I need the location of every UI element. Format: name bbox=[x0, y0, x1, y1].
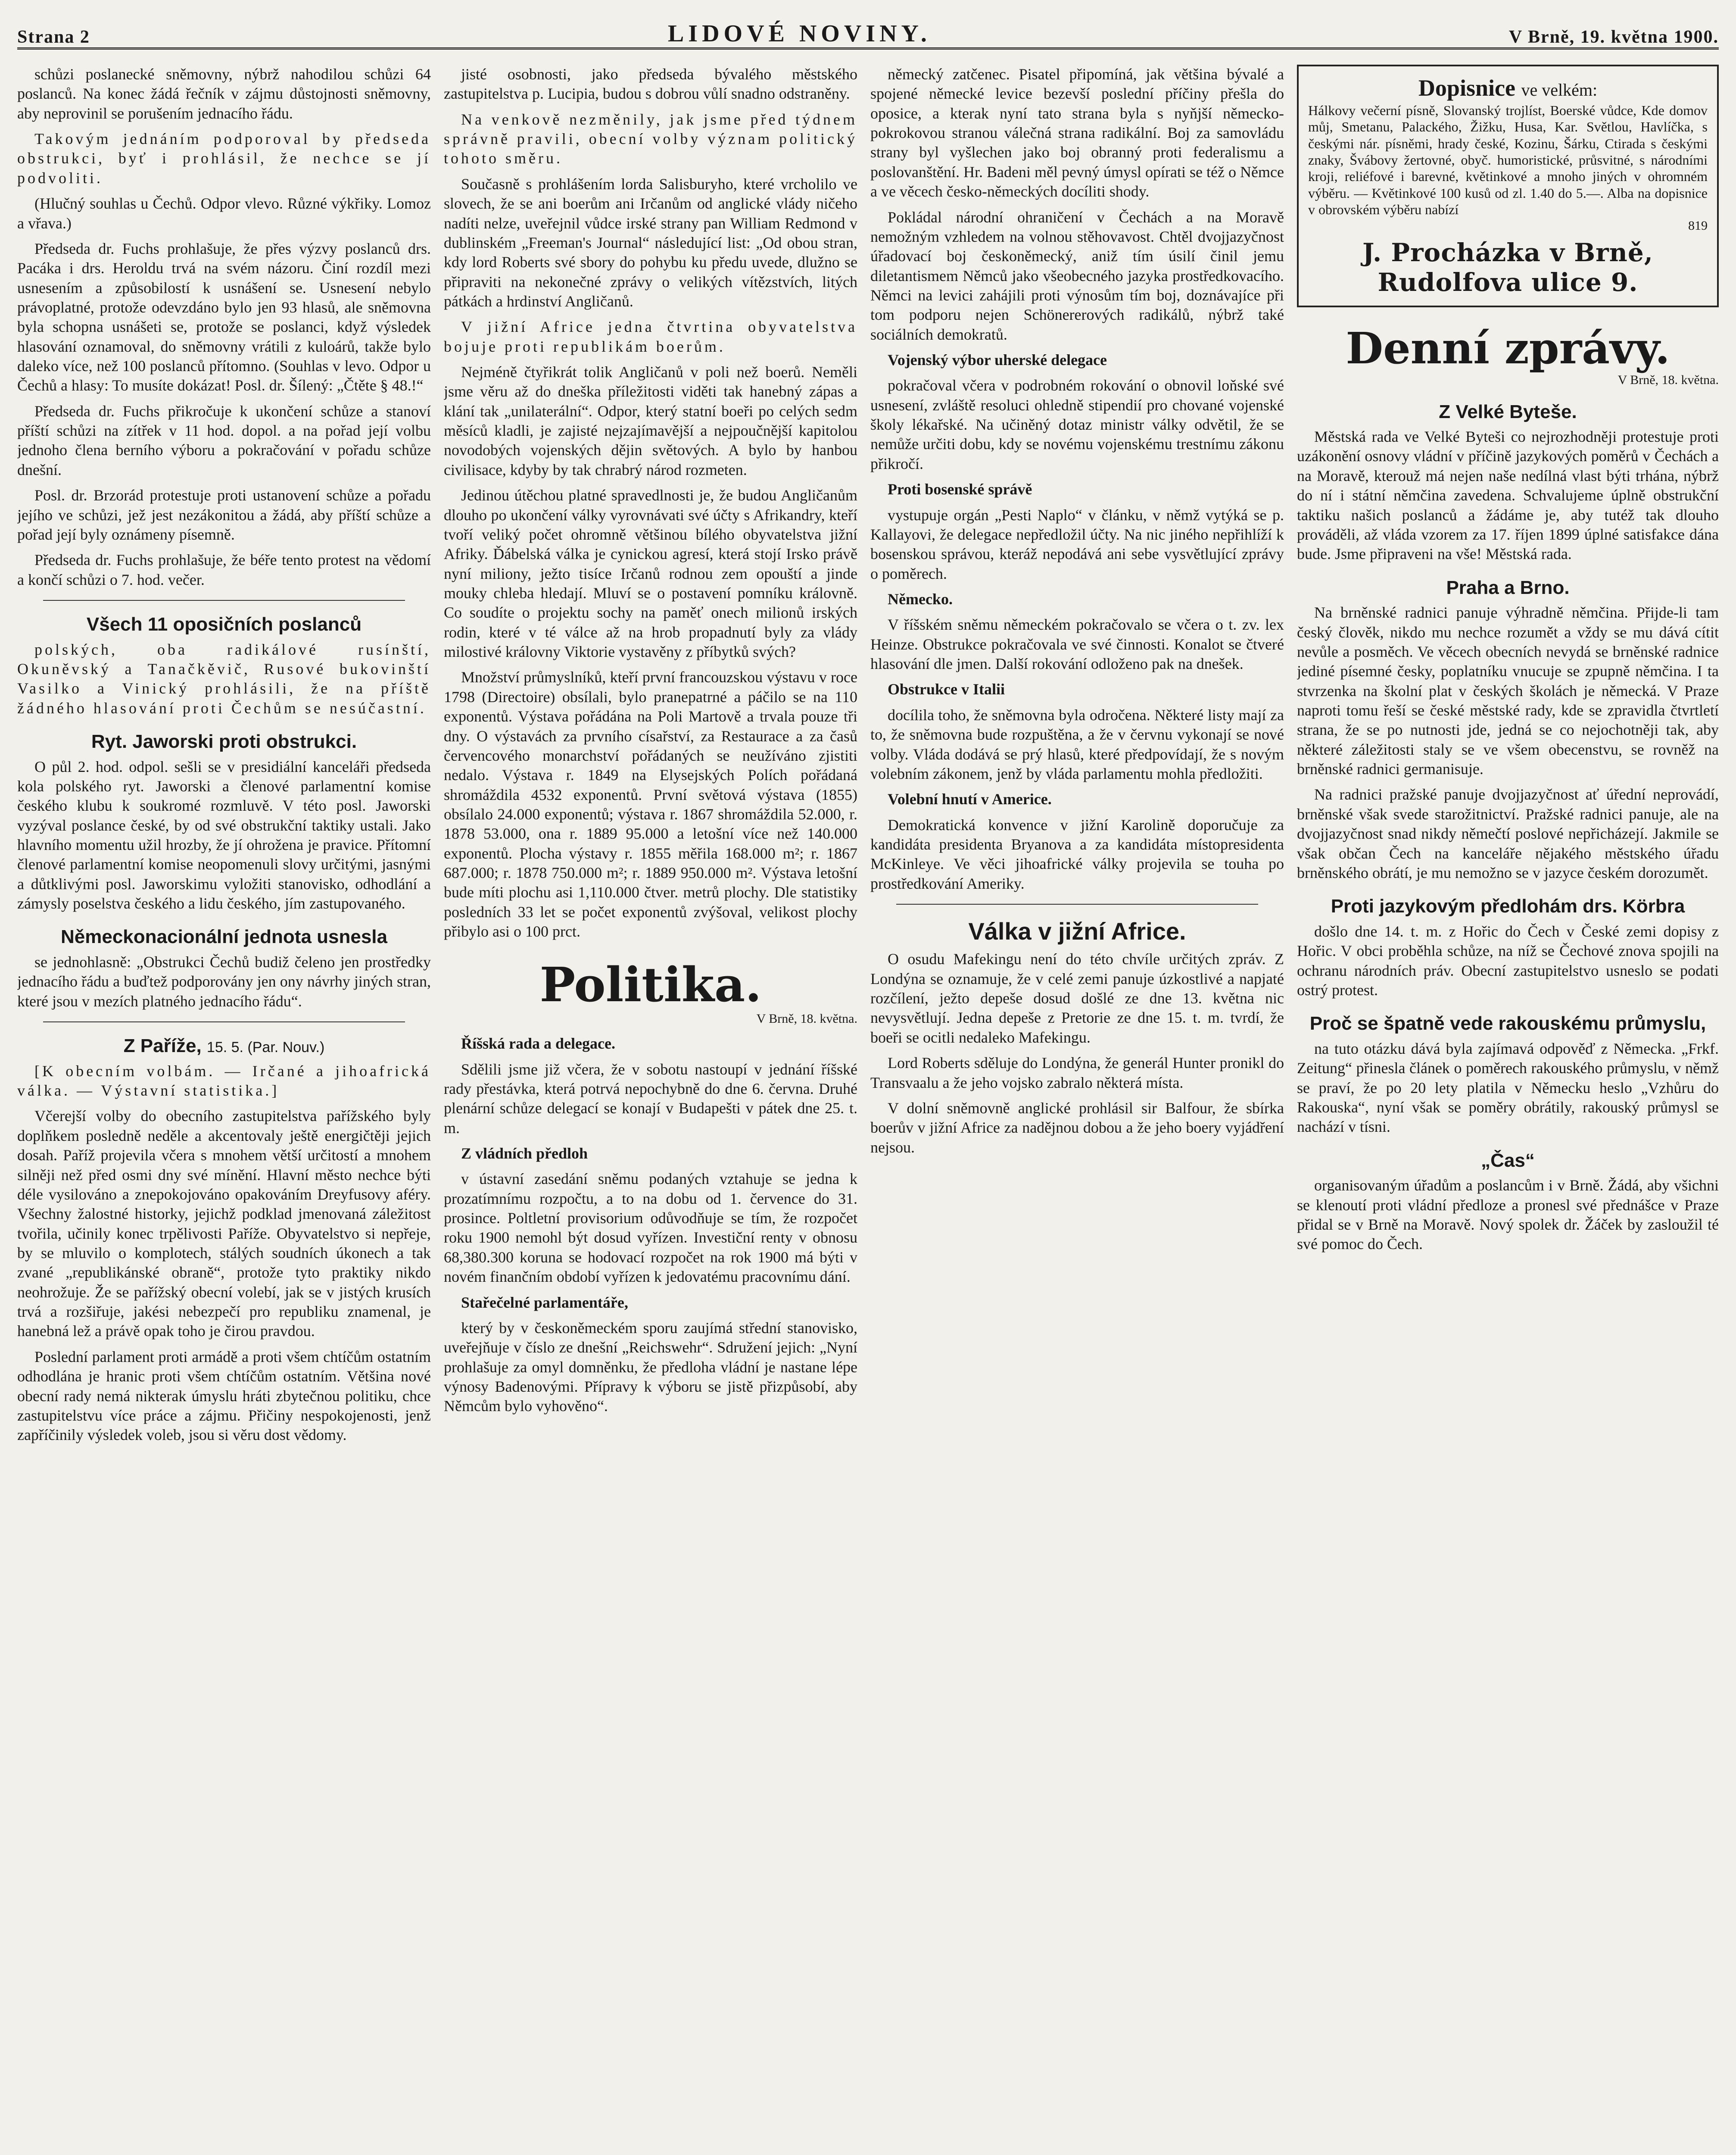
column-4 bbox=[1297, 65, 1719, 2155]
paragraph: Předseda dr. Fuchs prohlašuje, že béře tento protest na vědomí a končí schůzi o 7. hod. večer. bbox=[17, 551, 431, 588]
lead-heading: Proti bosenské správě bbox=[888, 481, 1032, 498]
advertisement-box bbox=[1297, 65, 1719, 307]
divider bbox=[896, 904, 1258, 905]
paragraph: polských, oba radikálové rusínští, Okuněvský a Tanačkěvič, Rusové bukovinští Vasilko a Vinický prohlásili, že na příště žádného hlasování proti Čechům se nesúčastní. bbox=[17, 640, 431, 717]
column-2 bbox=[444, 65, 857, 2155]
paragraph: O osudu Mafekingu není do této chvíle určitých zpráv. Z Londýna se oznamuje, že v celé zemi panuje úzkostlivé a napjaté rozčílení, ježto depeše dosud došlé ze dne 13. května nic nevysvětlují. Jedna depeše z Pretorie ze dne 15. t. m. tvrdí, že boeři se ocitli nedaleko Mafekingu. bbox=[870, 950, 1284, 1046]
paragraph: Včerejší volby do obecního zastupitelstva pařížského byly doplňkem posledně neděle a akcentovaly ještě energičtěji jejich dosah. Paříž projevila včera s mnohem větší určitostí a mnohem silněji než před osmi dny své mínění. Hlavní město nechce býti déle vysilováno a znepokojováno opakováním Dreyfusovy aféry. Všechny žalostné historky, jejichž podklad jmenovaná záležitost tvořila, učinily konec trpělivosti Paříže. Obyvatelstvo si nepřeje, by se mluvilo o komplotech, stálých soudních úkonech a tak zvané „republikánské obraně“, protože tyto praktiky nikdo neohrožuje. Že se pařížský obecní volebí, jak se v jistých krusích trvá a rozšiřuje, jakési nebezpečí pro republiku znamenal, je hanebná lež a právě opak toho je čirou pravdou. bbox=[17, 1107, 431, 1340]
section-heading: „Čas“ bbox=[1481, 1149, 1535, 1171]
dateline: V Brně, 18. května. bbox=[1618, 372, 1719, 387]
heading-date: 15. 5. (Par. Nouv.) bbox=[206, 1039, 325, 1056]
ad-title bbox=[1308, 74, 1708, 102]
divider bbox=[43, 1021, 405, 1022]
paragraph: jisté osobnosti, jako předseda bývalého městského zastupitelstva p. Lucipia, budou s dobrou vůlí snadno odstraněny. bbox=[444, 66, 857, 103]
newspaper-title: LIDOVÉ NOVINY. bbox=[667, 20, 931, 47]
section-heading: Ryt. Jaworski proti obstrukci. bbox=[91, 731, 357, 753]
paragraph: Demokratická konvence v jižní Karolině doporučuje za kandidáta presidenta Bryanova a za kandidáta místopresidenta McKinleye. Ve věci jihoafrické války projevila se touha po prostředkování Ameriky. bbox=[870, 816, 1284, 892]
lead-heading: Volební hnutí v Americe. bbox=[888, 790, 1052, 808]
paragraph: schůzi poslanecké sněmovny, nýbrž nahodilou schůzi 64 poslanců. Na konec žádá řečník v zájmu důstojnosti sněmovny, aby neprovinil se porušením jednacího řádu. bbox=[17, 66, 431, 122]
paragraph: se jednohlasně: „Obstrukci Čechů budiž čeleno jen prostředky jednacího řádu a buďtež podporovány jen ony návrhy jiných stran, které jsou v mezích platného jednacího řádu“. bbox=[17, 953, 431, 1010]
lead-heading: Obstrukce v Italii bbox=[888, 681, 1005, 698]
divider bbox=[43, 600, 405, 601]
paragraph: V dolní sněmovně anglické prohlásil sir Balfour, že sbírka boerův v jižní Africe za nadějnou dobou a že jeho boery vyjádření nejsou. bbox=[870, 1099, 1284, 1156]
paragraph: docílila toho, že sněmovna byla odročena. Některé listy mají za to, že sněmovna bude rozpuštěna, a že v červnu vykonají se nové volby. Vláda dodává se prý hlasů, které předpovídají, že s novým volebním zákonem, jenž by vláda parlamentu mohla předložiti. bbox=[870, 706, 1284, 782]
paragraph: pokračoval včera v podrobném rokování o obnovil loňské své usnesení, zvláště resoluci ohledně stipendií pro chované vojenské školy lékařské. Na učiněný dotaz ministr války odvětil, že se nemůže určiti dobu, kdy se novému vojenskému trestnímu zákonu přikročí. bbox=[870, 377, 1284, 472]
ad-title-small: ve velkém: bbox=[1521, 80, 1598, 100]
paragraph: Nejméně čtyřikrát tolik Angličanů v poli než boerů. Neměli jsme věru až do dneška příležitosti viděti tak hanebný zápas a klání tak „unilaterální“. Odpor, který statní boeři po celých sedm měsíců kladli, je zajisté nejzajímavější a nejpoučnější kapitolou novodobých vojenských dějin světových. A bylo by hanbou civilisace, kdyby by tak chrabrý národ rozmeten. bbox=[444, 363, 857, 478]
page-number: Strana 2 bbox=[17, 27, 90, 47]
section-heading: Válka v jižní Africe. bbox=[968, 918, 1186, 945]
column-3 bbox=[870, 65, 1284, 2155]
paragraph: Na brněnské radnici panuje výhradně němčina. Přijde-li tam český člověk, nikdo mu nechce rozumět a vždy se mu dává cítit nevůle a posměch. Ve věcech obecních nevydá se brněnské radnice jediné písemné česky, poplatníku vnucuje se zpupně němčina. I ta stvrzenka na školní plat v českých školách je německá. V Praze naproti tomu řeší se české městské rady, kde se zpravidla čtvrtletí strana, že se po nutnosti jde, jedná se co nejochotněji tak, aby některé záležitosti staly se ve všem obecenstvu, se rovněž na brněnské radnici germanisuje. bbox=[1297, 604, 1719, 778]
paragraph: Takovým jednáním podporoval by předseda obstrukci, byť i prohlásil, že nechce se jí podvoliti. bbox=[17, 130, 431, 187]
section-heading: Všech 11 oposičních poslanců bbox=[86, 613, 362, 635]
section-title-politika: Politika. bbox=[539, 957, 762, 1013]
paragraph: na tuto otázku dává byla zajímavá odpověď z Německa. „Frkf. Zeitung“ přinesla článek o poměrech rakouského průmyslu, v němž se praví, že po 20 lety platila v Německu heslo „Vzhůru do Rakouska“, nyní však se poměry obrátily, rakouský průmysl se nachází v tísni. bbox=[1297, 1040, 1719, 1136]
column-1 bbox=[17, 65, 431, 2155]
ad-title-main: Dopisnice bbox=[1418, 75, 1515, 101]
paragraph: Na venkově nezměnily, jak jsme před týdnem správně pravili, obecní volby význam politický tohoto směru. bbox=[444, 110, 857, 167]
paragraph: Předseda dr. Fuchs přikročuje k ukončení schůze a stanoví příští schůzi na zítřek v 11 hod. dopol. a na pořad její volbu jednoho člena berního výboru a pokračování v pořadu schůze dnešní. bbox=[17, 402, 431, 478]
lead-heading: Vojenský výbor uherské delegace bbox=[888, 351, 1107, 369]
section-title-denni-zpravy: Denní zprávy. bbox=[1346, 322, 1670, 374]
section-heading: Proti jazykovým předlohám drs. Körbra bbox=[1331, 896, 1685, 917]
paragraph: německý zatčenec. Pisatel připomíná, jak většina bývalé a spojené německé levice bezevší poslední příčiny přešla do oposice, a kterak nyní tato strana byla s nyňjší německo-pokrokovou stranou válečná strana radikální. Boj za samovládu strany byl vyšlechen jako boj obranný proti federalismu a poslovanštění. Hr. Badeni měl pevný úmysl opírati se též o Němce a ve věcech česko-německých docíliti shody. bbox=[870, 66, 1284, 200]
lead-heading: Německo. bbox=[888, 590, 953, 608]
lead-heading: Říšská rada a delegace. bbox=[461, 1035, 615, 1053]
paragraph: Jedinou útěchou platné spravedlnosti je, že budou Angličanům dlouho po ukončení války vyrovnávati své účty s Afrikandry, kteří tvoří veliký počet ohromně většinou bílého obyvatelstva jižní Afriky. Ďábelská válka je cynickou agresí, která stojí Irsko právě nyní miliony, ježto tisíce Irčanů rodnou zem opouští a jinde mouky chleba hledají. Mluví se o postavení pomníku královně. Co soudíte o projektu sochy na paměť onech milionů irských rodin, které v té válce až na hrob propadnutí byly za vlády milostivé královny Viktorie vystavěny z příbytků svých? bbox=[444, 487, 857, 661]
paragraph: Lord Roberts sděluje do Londýna, že generál Hunter pronikl do Transvaalu a že jeho vojsko zabralo některá místa. bbox=[870, 1054, 1284, 1091]
paragraph: v ústavní zasedání sněmu podaných vztahuje se jedna k prozatímnímu rozpočtu, a to na dobu od 1. července do 31. prosince. Poltletní provisorium odůvodňuje se tím, že rozpočet roku 1900 nemohl být dosud vyřízen. Investiční renty v obnosu 68,380.300 koruna se hodovací rozpočet na rok 1900 má býti v novém finančním období vyřízen k jedovatému pracovnímu dání. bbox=[444, 1170, 857, 1286]
paragraph: Množství průmyslníků, kteří první francouzskou výstavu v roce 1798 (Directoire) obsílali, bylo pranepatrné a páčilo se na 110 exponentů. Výstava pořádána na Poli Martově a trvala pouze tři dny. O výstavách za prvního císařství, za Restaurace a za časů červencového monarchství pořádaných se neužíváno zjistiti nedalo. Výstava r. 1849 na Elysejských Polích pořádaná shromáždila 4532 exponentů. První světová výstava (1855) obsílalo 24.000 exponentů; výstava r. 1867 shromáždila 52.000, r. 1878 53.000, ona r. 1889 95.000 a letošní více než 140.000 exponentů. Plocha výstavy r. 1855 měřila 168.000 m²; r. 1867 687.000; r. 1878 750.000 m²; r. 1889 950.000 m². Výstava letošní bude míti plochu asi 1,110.000 čtver. metrů plochy. Dle statistiky posledních 33 let se počet exponentů zvýšoval, velikost plochy přibylo asi o 100 prct. bbox=[444, 668, 857, 940]
ad-body: Hálkovy večerní písně, Slovanský trojlíst, Boerské vůdce, Kde domov můj, Smetanu, Palackého, Žižku, Husa, Kar. Světlou, Havlíčka, s českými nár. písněmi, hrady české, Kozinu, Šárku, Ctirada s českými znaky, Švábovy žertovné, obyč. humoristické, průsvitné, s národními kroji, reliéfové i barevné, květinkové a mnoho jiných v ohromném výběru. — Květinkové 100 kusů od zl. 1.40 do 5.—. Alba na dopisnice v obrovském výběru nabízí bbox=[1308, 102, 1708, 218]
paragraph: organisovaným úřadům a poslancům i v Brně. Žádá, aby všichni se klenoutí proti vládní předloze a pronesl své přednášce v Praze přidal se v Brně na Moravě. Nový spolek dr. Žáček by zasloužil té své pomoc do Čech. bbox=[1297, 1177, 1719, 1253]
ad-number: 819 bbox=[1688, 218, 1708, 233]
section-heading: Praha a Brno. bbox=[1446, 577, 1570, 598]
paragraph: Sdělili jsme již včera, že v sobotu nastoupí v jednání říšské rady přestávka, která potrvá nepochybně do dne 6. června. Druhé plenární schůze delegací se konají v Budapešti v pátek dne 25. t. m. bbox=[444, 1060, 857, 1137]
paragraph: Pokládal národní ohraničení v Čechách a na Moravě nemožným vzhledem na volnou stěhovavost. Chtěl dvojjazyčnost úřadovací boj českoněmecký, aniž tím úsilí činil jemu diletantismem Němců jako všeobecného jazyka prostředkovacího. Němci na levici zahájili proti výnosům tím boj, doznávajíce při tom podporu nejen Schönererových radikálů, nýbrž také sociálních demokratů. bbox=[870, 208, 1284, 343]
paragraph: Předseda dr. Fuchs prohlašuje, že přes výzvy poslanců drs. Pacáka i drs. Heroldu trvá na svém názoru. Činí rozdíl mezi usnesením a způsobilostí k usnášení se. Usnesení nebylo právoplatné, protože odevzdáno bylo jen 93 hlasů, ale sněmovna byla schopna usnášeti se, protože se poslanci, když výsledek hlasování oznamoval, do sněmovny vrátili z kuloárů, takže bylo daleko více, než 100 poslanců přítomno. (Souhlas v levo. Odpor u Čechů a hlasy: To musíte dokázat! Posl. dr. Šílený: „Čtěte § 48.!“ bbox=[17, 240, 431, 394]
paragraph: vystupuje orgán „Pesti Naplo“ v článku, v němž vytýká se p. Kallayovi, že delegace nepředložil účty. Na nic jiného nepřihlíží k bosenskou správou, kteráž nepodává ani sebe vysvětlující zprávy o poměrech. bbox=[870, 506, 1284, 582]
paragraph: O půl 2. hod. odpol. sešli se v presidiální kanceláři předseda kola polského ryt. Jaworski a členové parlamentní komise českého klubu k soukromé rozmluvě. V této posl. Jaworski vyzýval poslance české, by od své obstrukční taktiky ustali. Jako hlavního momentu užil hrozby, že jí ohrožena je pravice. Přítomní členové parlamentní komise neopomenuli slovy určitými, jasnými a důtklivými posl. Jaworskimu vyložiti stanovisko, odhodlání a zámysly poselstva českého a lidu českého, jím zastupovaného. bbox=[17, 758, 431, 912]
paragraph: V jižní Africe jedna čtvrtina obyvatelstva bojuje proti republikám boerům. bbox=[444, 318, 857, 355]
paragraph: (Hlučný souhlas u Čechů. Odpor vlevo. Různé výkřiky. Lomoz a vřava.) bbox=[17, 195, 431, 232]
issue-date: V Brně, 19. května 1900. bbox=[1508, 27, 1719, 47]
paragraph: Současně s prohlášením lorda Salisburyho, které vrcholilo ve slovech, že se ani boerům ani Irčanům od anglické vlády ničeho nadíti nelze, uveřejnil vůdce irské strany pan William Redmond v dublinském „Freeman's Journal“ následující list: „Od obou stran, kdy lord Roberts své sbory do pohybu ku předu uvede, dlužno se připraviti na nekonečné zprávy o velikých vítězstvích, litých pátkách a hrdinství Angličanů. bbox=[444, 175, 857, 310]
paragraph: V říšském sněmu německém pokračovalo se včera o t. zv. lex Heinze. Obstrukce pokračovala ve své činnosti. Konalot se čtveré hlasování dle jmen. Další rokování odloženo pak na dnešek. bbox=[870, 616, 1284, 673]
newspaper-page bbox=[17, 13, 1719, 2155]
masthead bbox=[17, 13, 1719, 50]
section-heading bbox=[17, 1035, 431, 1057]
paragraph: který by v českoněmeckém sporu zaujímá střední stanovisko, uveřejňuje v číslo ze dnešní „Reichswehr“. Sdružení jejich: „Nyní prohlašuje za omyl domněnku, že předloha vládní je nastane lépe výnosy Badenovými. Přípravy k výboru se jistě přizpůsobí, aby Němcům bylo vyhověno“. bbox=[444, 1319, 857, 1415]
heading-text: Z Paříže, bbox=[123, 1035, 202, 1057]
lead-heading: Stařečelné parlamentáře, bbox=[461, 1293, 628, 1311]
section-heading: Proč se špatně vede rakouskému průmyslu, bbox=[1309, 1013, 1706, 1034]
paragraph: [K obecním volbám. — Irčané a jihoafrická válka. — Výstavní statistika.] bbox=[17, 1062, 431, 1099]
ad-shop-name: J. Procházka v Brně, Rudolfova ulice 9. bbox=[1362, 237, 1653, 297]
lead-heading: Z vládních předloh bbox=[461, 1145, 588, 1162]
section-heading: Německonacionální jednota usnesla bbox=[60, 926, 387, 948]
paragraph: došlo dne 14. t. m. z Hořic do Čech v České zemi dopisy z Hořic. V obci proběhla schůze, na níž se Čechové znova spojili na ochranu národních práv. Obecní zastupitelstvo usneslo se podati ostrý protest. bbox=[1297, 922, 1719, 999]
section-heading: Z Velké Byteše. bbox=[1439, 401, 1577, 422]
dateline: V Brně, 18. května. bbox=[756, 1012, 857, 1026]
paragraph: Městská rada ve Velké Byteši co nejrozhodněji protestuje proti uzákonění osnovy vládní v příčině jazykových poměrů v Čechách a na Moravě, kterouž má nejen naše nedílná vlast býti trhána, nýbrž do ní i státní němčina zavedena. Schvalujeme úplně obstrukční taktiku našich poslanců a žádáme je, aby tutéž tak dlouho prováděli, až vláda vzorem za 17. říjen 1899 úplné satisfakce dána bude. Jsme připraveni na vše! Městská rada. bbox=[1297, 428, 1719, 563]
paragraph: Posl. dr. Brzorád protestuje proti ustanovení schůze a pořadu jejího ve schůzi, jež jest nezákonitou a žádá, aby příští schůze a pořad její byly oznámeny písemně. bbox=[17, 487, 431, 543]
paragraph: Poslední parlament proti armádě a proti všem chtíčům ostatním odhodlána je hranic proti všem chtíčům ostatním. Většina nové obecní rady nemá nikterak úmyslu hráti zbytečnou politiku, chce zastupitelstvu více práce a zájmu. Přičiny nespokojenosti, jenž zapříčinily výsledek voleb, jsou si věru dost vědomy. bbox=[17, 1348, 431, 1444]
paragraph: Na radnici pražské panuje dvojjazyčnost ať úřední neprovádí, brněnské však svede starožitnictví. Pražské radnici panuje, ale na dvojjazyčnost snad nikdy němečtí poslové nepřicházejí. Jakmile se však občan Čech na kanceláře nějakého městského úřadu brněnského obrátí, je mu nemožno se v jazyce českém dorozumět. bbox=[1297, 786, 1719, 881]
